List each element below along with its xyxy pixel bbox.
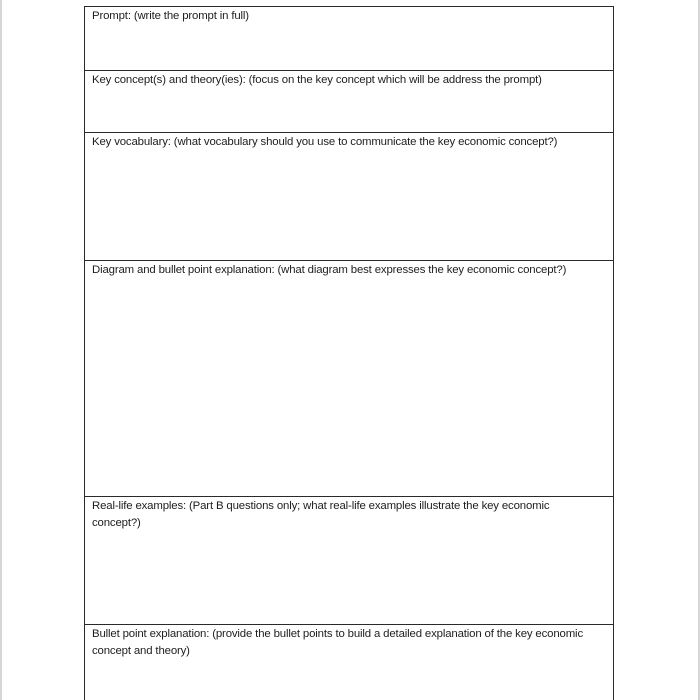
bullet-point-explanation-label: Bullet point explanation: (provide the bullet points to build a detailed explanation of the key economic concept and theory) bbox=[92, 628, 583, 657]
bullet-point-explanation-section[interactable] bbox=[85, 625, 613, 700]
key-concepts-section[interactable] bbox=[85, 71, 613, 133]
page-edge-left bbox=[0, 0, 2, 700]
key-vocabulary-label: Key vocabulary: (what vocabulary should you use to communicate the key economic concept?) bbox=[92, 136, 558, 148]
diagram-section[interactable] bbox=[85, 261, 613, 497]
key-vocabulary-section[interactable] bbox=[85, 133, 613, 261]
worksheet-table bbox=[84, 6, 614, 700]
real-life-examples-label: Real-life examples: (Part B questions only; what real-life examples illustrate the key economic concept?) bbox=[92, 500, 550, 529]
real-life-examples-section[interactable] bbox=[85, 497, 613, 625]
key-concepts-label: Key concept(s) and theory(ies): (focus on the key concept which will be address the prompt) bbox=[92, 74, 542, 86]
diagram-label: Diagram and bullet point explanation: (what diagram best expresses the key economic concept?) bbox=[92, 264, 567, 276]
prompt-label: Prompt: (write the prompt in full) bbox=[92, 10, 249, 22]
prompt-section[interactable] bbox=[85, 7, 613, 71]
